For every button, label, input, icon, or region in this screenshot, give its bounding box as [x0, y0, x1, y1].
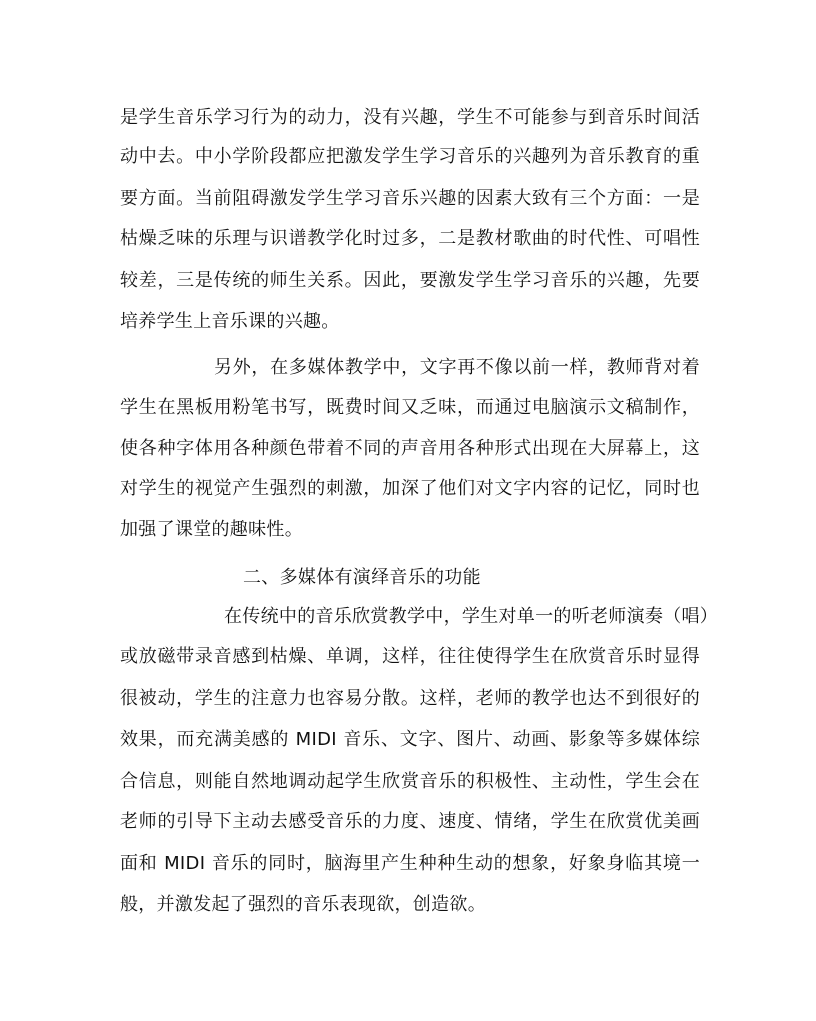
paragraph-2-line-4: 对学生的视觉产生强烈的刺激，加深了他们对文字内容的记忆，同时也 — [120, 478, 700, 499]
paragraph-3-line-5: 合信息，则能自然地调动起学生欣赏音乐的积极性、主动性，学生会在 — [120, 771, 700, 792]
paragraph-2-line-3: 使各种字体用各种颜色带着不同的声音用各种形式出现在大屏幕上，这 — [120, 438, 700, 459]
section-heading: 二、多媒体有演绎音乐的功能 — [243, 567, 481, 588]
paragraph-2-line-2: 学生在黑板用粉笔书写，既费时间又乏味，而通过电脑演示文稿制作， — [120, 397, 700, 418]
paragraph-3-line-8: 般，并激发起了强烈的音乐表现欲，创造欲。 — [120, 894, 486, 915]
paragraph-3-line-4: 效果，而充满美感的 MIDI 音乐、文字、图片、动画、影象等多媒体综 — [120, 729, 700, 750]
paragraph-1-line-3: 要方面。当前阻碍激发学生学习音乐兴趣的因素大致有三个方面：一是 — [120, 188, 700, 209]
paragraph-2-line-1: 另外，在多媒体教学中，文字再不像以前一样，教师背对着 — [214, 357, 700, 378]
paragraph-3-line-6: 老师的引导下主动去感受音乐的力度、速度、情绪，学生在欣赏优美画 — [120, 811, 700, 832]
paragraph-1-line-5: 较差，三是传统的师生关系。因此，要激发学生学习音乐的兴趣，先要 — [120, 270, 700, 291]
paragraph-3-line-1: 在传统中的音乐欣赏教学中，学生对单一的听老师演奏（唱） — [224, 606, 719, 627]
paragraph-1-line-2: 动中去。中小学阶段都应把激发学生学习音乐的兴趣列为音乐教育的重 — [120, 146, 700, 167]
paragraph-1-line-4: 枯燥乏味的乐理与识谱教学化时过多，二是教材歌曲的时代性、可唱性 — [120, 228, 700, 249]
paragraph-2-line-5: 加强了课堂的趣味性。 — [120, 519, 303, 540]
paragraph-3-line-3: 很被动，学生的注意力也容易分散。这样，老师的教学也达不到很好的 — [120, 688, 700, 709]
paragraph-1-line-6: 培养学生上音乐课的兴趣。 — [120, 311, 340, 332]
paragraph-1-line-1: 是学生音乐学习行为的动力，没有兴趣，学生不可能参与到音乐时间活 — [120, 107, 700, 128]
paragraph-3-line-2: 或放磁带录音感到枯燥、单调，这样，往往使得学生在欣赏音乐时显得 — [120, 646, 700, 667]
paragraph-3-line-7: 面和 MIDI 音乐的同时，脑海里产生种种生动的想象，好象身临其境一 — [120, 853, 700, 874]
